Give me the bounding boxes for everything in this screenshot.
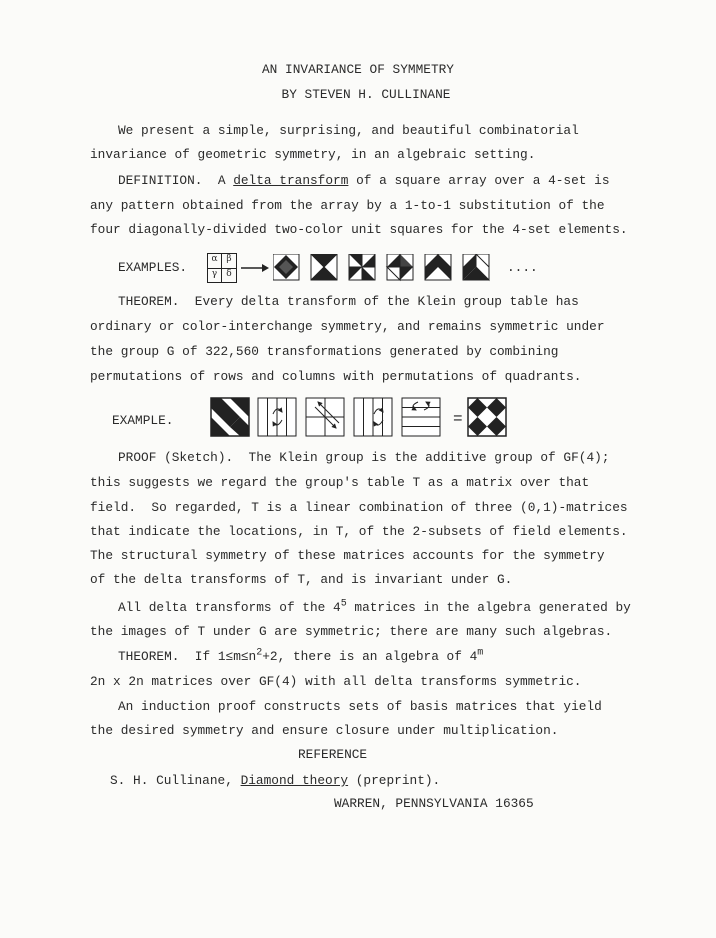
tile-diamond xyxy=(273,254,299,280)
algebra-text-a: All delta transforms of the 4 xyxy=(118,600,341,615)
klein-delta-tile xyxy=(211,398,249,436)
theorem2-text-b: +2, there is an algebra of 4 xyxy=(262,649,478,664)
algebra-line-2: the images of T under G are symmetric; there are many such algebras. xyxy=(90,624,613,639)
algebra-line-1 xyxy=(118,600,631,616)
proof-line-2: this suggests we regard the group's table T as a matrix over that xyxy=(90,475,590,490)
byline: BY STEVEN H. CULLINANE xyxy=(281,87,451,102)
symbol-array xyxy=(207,253,237,283)
theorem2-line-2: 2n x 2n matrices over GF(4) with all delta transforms symmetric. xyxy=(90,674,582,689)
reference-note: (preprint). xyxy=(348,773,441,788)
symbol-beta: β xyxy=(222,254,236,269)
tile-hourglass xyxy=(311,254,337,280)
examples-ellipsis: .... xyxy=(507,260,538,275)
algebra-text-b: matrices in the algebra generated by xyxy=(346,600,631,615)
theorem2-line-1 xyxy=(118,649,483,665)
intro-line-2: invariance of geometric symmetry, in an algebraic setting. xyxy=(90,147,536,162)
theorem1-line-3: the group G of 322,560 transformations generated by combining xyxy=(90,344,559,359)
row-swap-diagram xyxy=(402,398,440,436)
theorem1-line-2: ordinary or color-interchange symmetry, and remains symmetric under xyxy=(90,319,605,334)
tile-half xyxy=(463,254,489,280)
intro-line-1: We present a simple, surprising, and beautiful combinatorial xyxy=(118,123,579,138)
quadrant-swap-diagram xyxy=(306,398,344,436)
proof-line-1: PROOF (Sketch). The Klein group is the additive group of GF(4); xyxy=(118,450,610,465)
reference-work: Diamond theory xyxy=(240,773,349,788)
definition-rest: of a square array over a 4-set is xyxy=(348,173,610,188)
column-swap-diagram xyxy=(258,398,296,436)
equals-sign: = xyxy=(453,410,463,428)
induction-line-1: An induction proof constructs sets of basis matrices that yield xyxy=(118,699,602,714)
definition-line-3: four diagonally-divided two-color unit squares for the 4-set elements. xyxy=(90,222,628,237)
proof-line-3: field. So regarded, T is a linear combination of three (0,1)-matrices xyxy=(90,500,628,515)
tile-chevron xyxy=(425,254,451,280)
definition-lead: DEFINITION. A xyxy=(118,173,234,188)
delta-transform-examples xyxy=(273,254,503,282)
definition-term: delta transform xyxy=(233,173,349,188)
reference-author: S. H. Cullinane, xyxy=(110,773,241,788)
tile-pinwheel xyxy=(349,254,375,280)
document-title: AN INVARIANCE OF SYMMETRY xyxy=(262,62,454,77)
algebra-exponent: 5 xyxy=(340,598,347,610)
theorem1-line-1: THEOREM. Every delta transform of the Klein group table has xyxy=(118,294,579,309)
symbol-alpha: α xyxy=(208,254,222,269)
theorem1-line-4: permutations of rows and columns with permutations of quadrants. xyxy=(90,369,582,384)
theorem2-exp-1: 2 xyxy=(256,647,263,659)
arrow-icon xyxy=(240,262,270,274)
example-transformation-sequence xyxy=(210,397,510,439)
definition-line-2: any pattern obtained from the array by a 1-to-1 substitution of the xyxy=(90,198,605,213)
theorem2-exp-2: m xyxy=(477,647,484,659)
induction-line-2: the desired symmetry and ensure closure under multiplication. xyxy=(90,723,559,738)
definition-line-1 xyxy=(118,173,610,189)
address: WARREN, PENNSYLVANIA 16365 xyxy=(334,796,534,811)
proof-line-6: of the delta transforms of T, and is invariant under G. xyxy=(90,572,513,587)
symbol-gamma: γ xyxy=(208,269,222,283)
reference-entry xyxy=(110,773,440,789)
proof-line-4: that indicate the locations, in T, of the 2-subsets of field elements. xyxy=(90,524,628,539)
example-label: EXAMPLE. xyxy=(112,413,174,428)
examples-label: EXAMPLES. xyxy=(118,260,188,275)
symbol-delta: δ xyxy=(226,268,232,279)
tile-quad xyxy=(387,254,413,280)
theorem2-text-a: THEOREM. If 1≤m≤n xyxy=(118,649,257,664)
column-swap-diagram-2 xyxy=(354,398,392,436)
result-diamond-tile xyxy=(468,398,506,436)
reference-heading: REFERENCE xyxy=(298,747,368,762)
proof-line-5: The structural symmetry of these matrices accounts for the symmetry xyxy=(90,548,605,563)
